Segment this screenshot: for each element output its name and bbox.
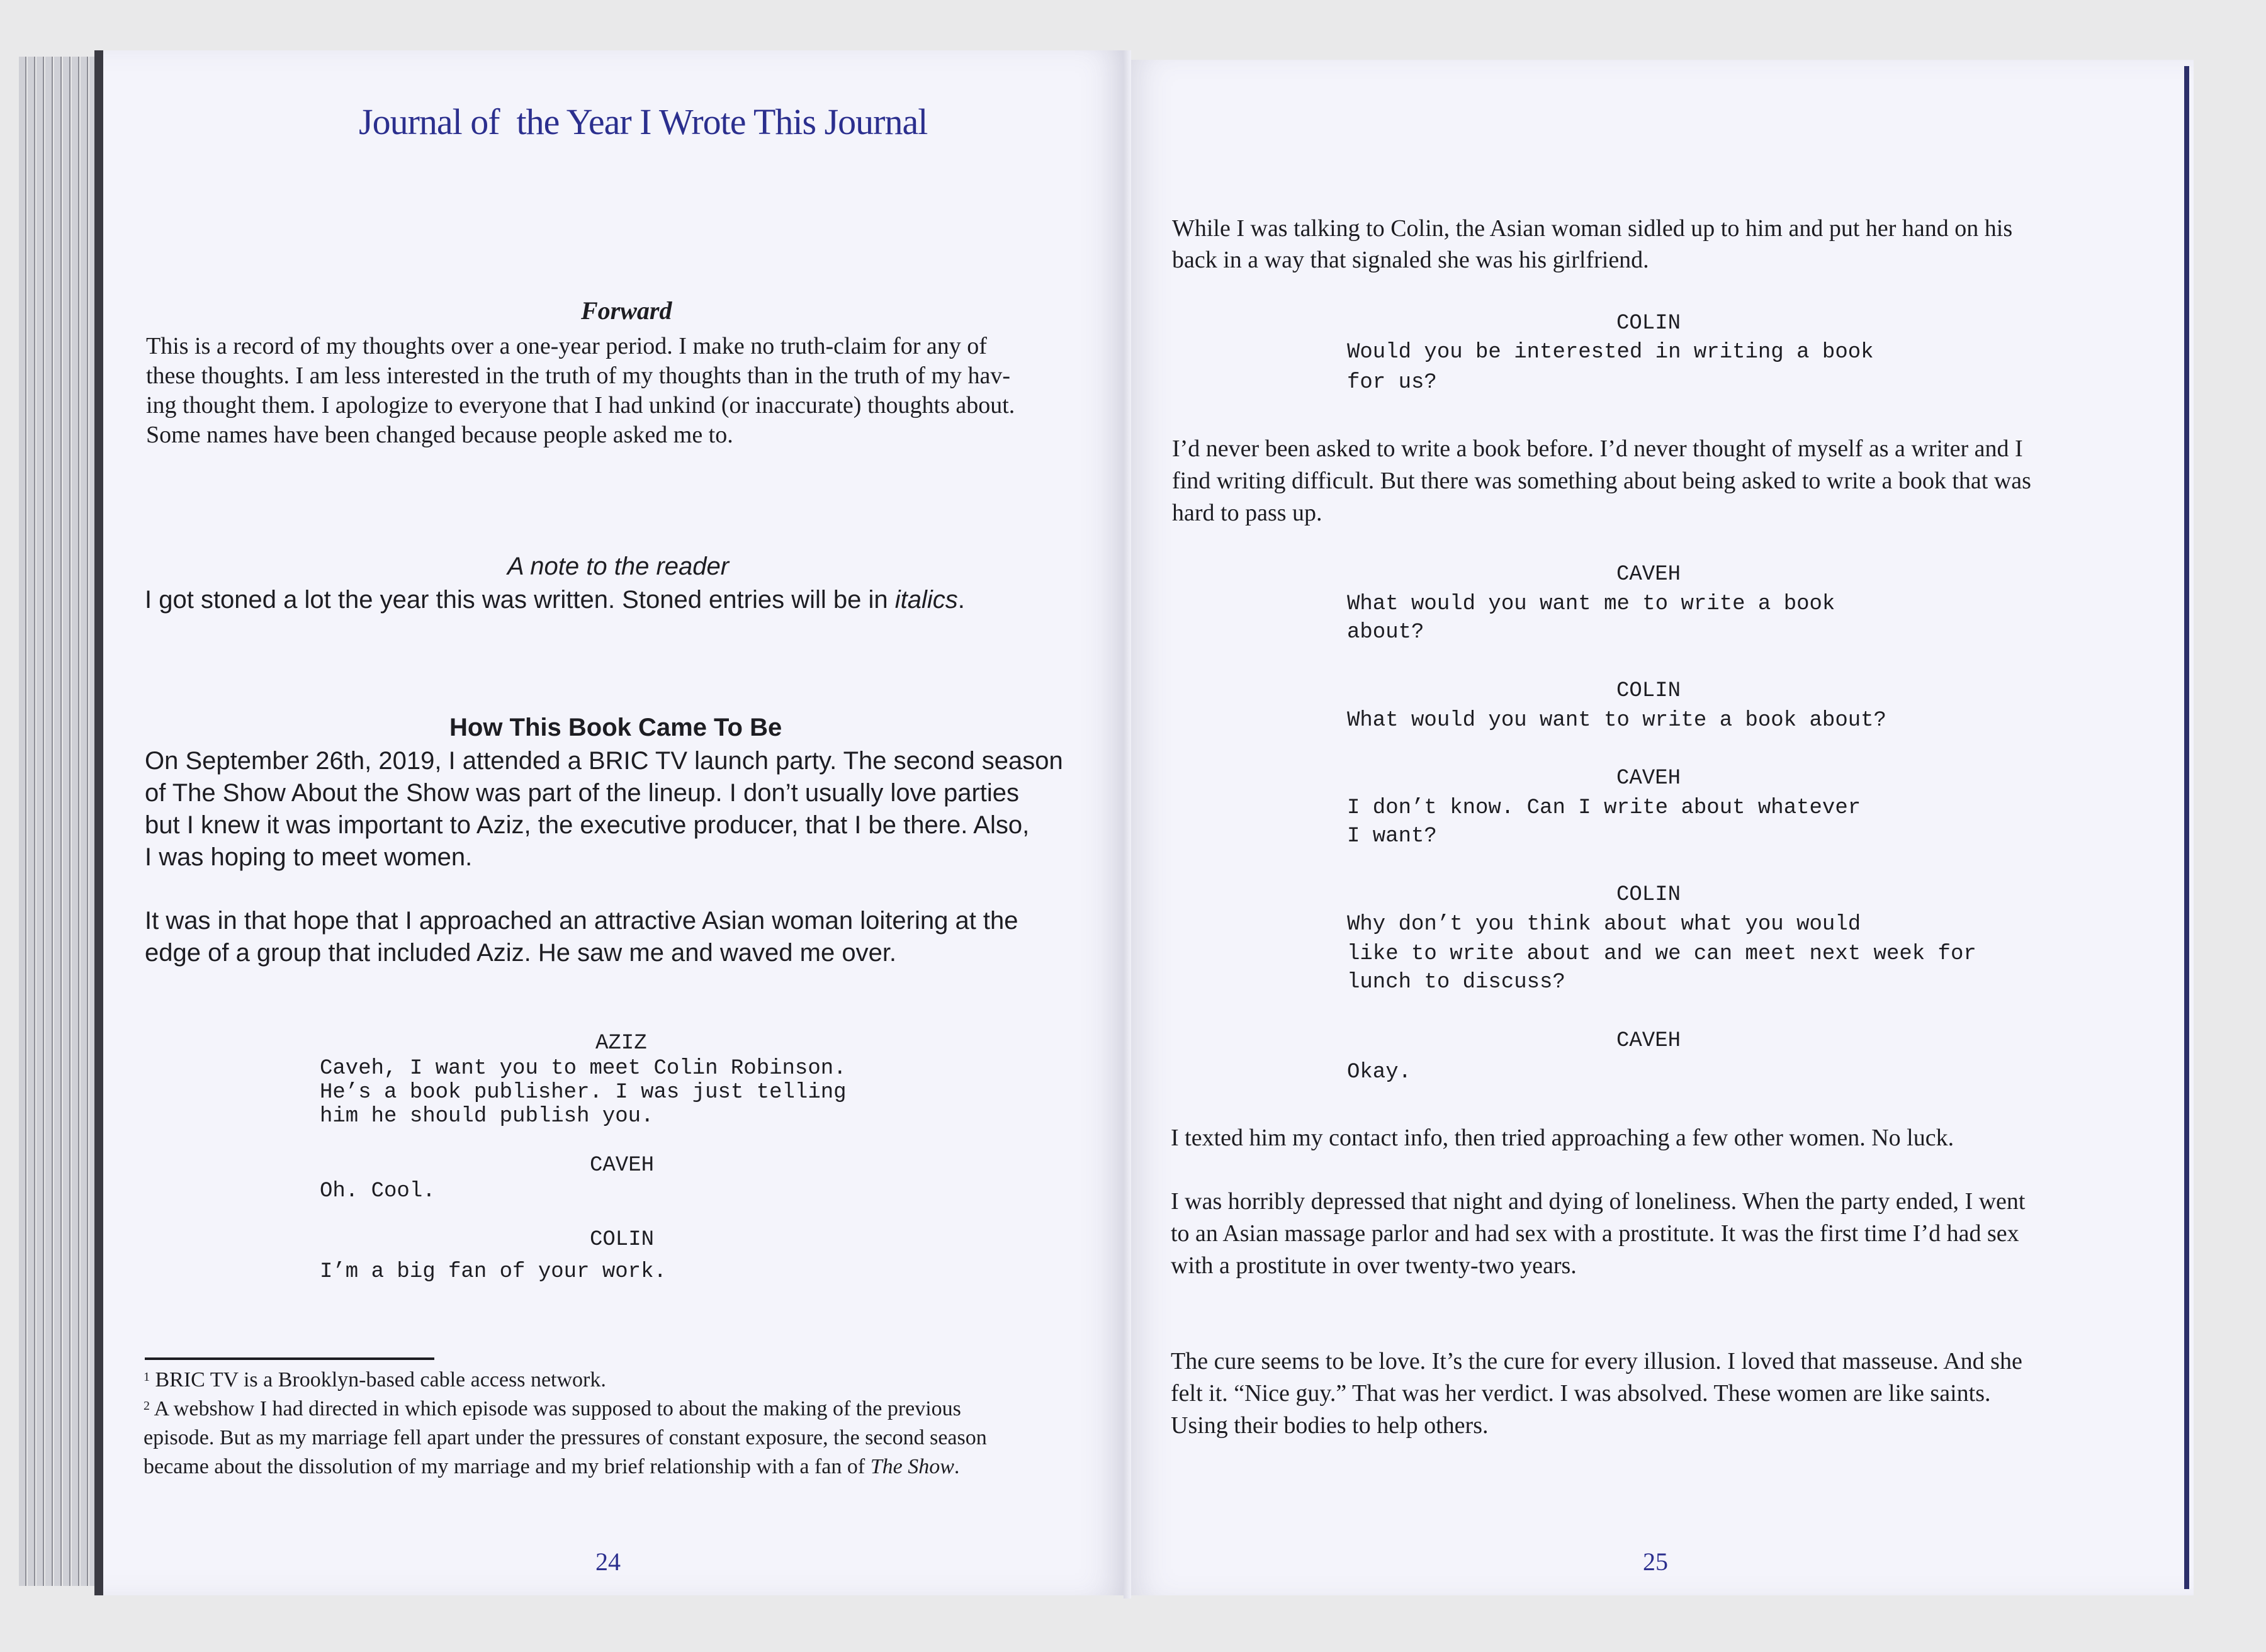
intro-line: back in a way that signaled she was his girlfriend.: [1172, 247, 1649, 273]
how-line: On September 26th, 2019, I attended a BRIC TV launch party. The second season: [145, 747, 1063, 775]
how-line: I was hoping to meet women.: [145, 843, 473, 871]
script-line: I don’t know. Can I write about whatever: [1347, 796, 1861, 820]
script-speaker: COLIN: [1616, 679, 1681, 703]
forward-line: This is a record of my thoughts over a one-year period. I make no truth-claim for any of: [146, 333, 987, 359]
texted-line: I texted him my contact info, then tried approaching a few other women. No luck.: [1171, 1125, 1954, 1151]
script-line: for us?: [1347, 371, 1437, 395]
cure-line: Using their bodies to help others.: [1171, 1412, 1489, 1439]
hope-line: edge of a group that included Aziz. He saw me and waved me over.: [145, 939, 897, 967]
script-line: him he should publish you.: [320, 1104, 654, 1128]
footnote-rule: [145, 1357, 434, 1360]
script-speaker: CAVEH: [1616, 563, 1681, 587]
script-speaker: CAVEH: [1616, 1029, 1681, 1053]
script-line: What would you want me to write a book: [1347, 592, 1835, 616]
script-speaker: COLIN: [1616, 883, 1681, 907]
cure-line: The cure seems to be love. It’s the cure for every illusion. I loved that masseuse. And she: [1171, 1348, 2022, 1374]
footnote-2-line: $^2$ A webshow I had directed in which episode was supposed to about the making of the previous: [144, 1397, 961, 1420]
depressed-line: with a prostitute in over twenty-two years.: [1171, 1252, 1577, 1279]
footnote-2-line: became about the dissolution of my marriage and my brief relationship with a fan of The Show.: [144, 1455, 960, 1478]
script-line: like to write about and we can meet next week for: [1347, 942, 1976, 966]
depressed-line: I was horribly depressed that night and dying of loneliness. When the party ended, I went: [1171, 1188, 2026, 1215]
forward-line: these thoughts. I am less interested in the truth of my thoughts than in the truth of my hav-: [146, 362, 1011, 389]
script-speaker: COLIN: [1616, 312, 1681, 335]
script-line: Okay.: [1347, 1060, 1412, 1084]
script-line: What would you want to write a book about?: [1347, 709, 1886, 733]
forward-line: ing thought them. I apologize to everyone that I had unkind (or inaccurate) thoughts about.: [146, 392, 1015, 419]
footnote-2-line: episode. But as my marriage fell apart under the pressures of constant exposure, the second season: [144, 1426, 987, 1449]
forward-line: Some names have been changed because people asked me to.: [146, 422, 733, 448]
script-speaker: COLIN: [590, 1228, 655, 1252]
intro-line: While I was talking to Colin, the Asian woman sidled up to him and put her hand on his: [1172, 215, 2013, 242]
script-line: I want?: [1347, 824, 1437, 848]
script-line: Oh. Cool.: [320, 1179, 436, 1203]
script-line: Caveh, I want you to meet Colin Robinson.: [320, 1057, 847, 1081]
page-number-left: 24: [595, 1548, 621, 1576]
never-line: I’d never been asked to write a book before. I’d never thought of myself as a writer and I: [1172, 435, 2023, 462]
journal-title: Journal of the Year I Wrote This Journal: [359, 101, 928, 142]
script-line: I’m a big fan of your work.: [320, 1260, 667, 1284]
script-line: Why don’t you think about what you would: [1347, 913, 1861, 936]
note-text: I got stoned a lot the year this was written. Stoned entries will be in italics.: [145, 586, 965, 614]
footnote-1: $^1$ BRIC TV is a Brooklyn-based cable access network.: [144, 1368, 606, 1391]
how-line: but I knew it was important to Aziz, the executive producer, that I be there. Also,: [145, 811, 1030, 839]
script-line: He’s a book publisher. I was just telling: [320, 1081, 847, 1104]
never-line: hard to pass up.: [1172, 500, 1322, 526]
never-line: find writing difficult. But there was something about being asked to write a book that was: [1172, 468, 2031, 494]
page-number-right: 25: [1643, 1548, 1668, 1576]
book-gutter: [1124, 50, 1131, 1599]
how-line: of The Show About the Show was part of the lineup. I don’t usually love parties: [145, 779, 1020, 807]
script-line: lunch to discuss?: [1347, 970, 1565, 994]
forward-heading: Forward: [581, 296, 672, 325]
book-right-edge: [2184, 66, 2189, 1589]
cure-line: felt it. “Nice guy.” That was her verdict. I was absolved. These women are like saints.: [1171, 1380, 1991, 1407]
how-heading: How This Book Came To Be: [449, 714, 782, 741]
note-heading: A note to the reader: [507, 553, 730, 580]
script-speaker: AZIZ: [595, 1031, 647, 1055]
script-speaker: CAVEH: [590, 1154, 655, 1177]
script-line: Would you be interested in writing a book: [1347, 340, 1874, 364]
depressed-line: to an Asian massage parlor and had sex with a prostitute. It was the first time I’d had sex: [1171, 1220, 2019, 1247]
book-edge-dark: [94, 50, 103, 1595]
script-speaker: CAVEH: [1616, 767, 1681, 790]
script-line: about?: [1347, 621, 1424, 644]
hope-line: It was in that hope that I approached an attractive Asian woman loitering at the: [145, 907, 1018, 935]
